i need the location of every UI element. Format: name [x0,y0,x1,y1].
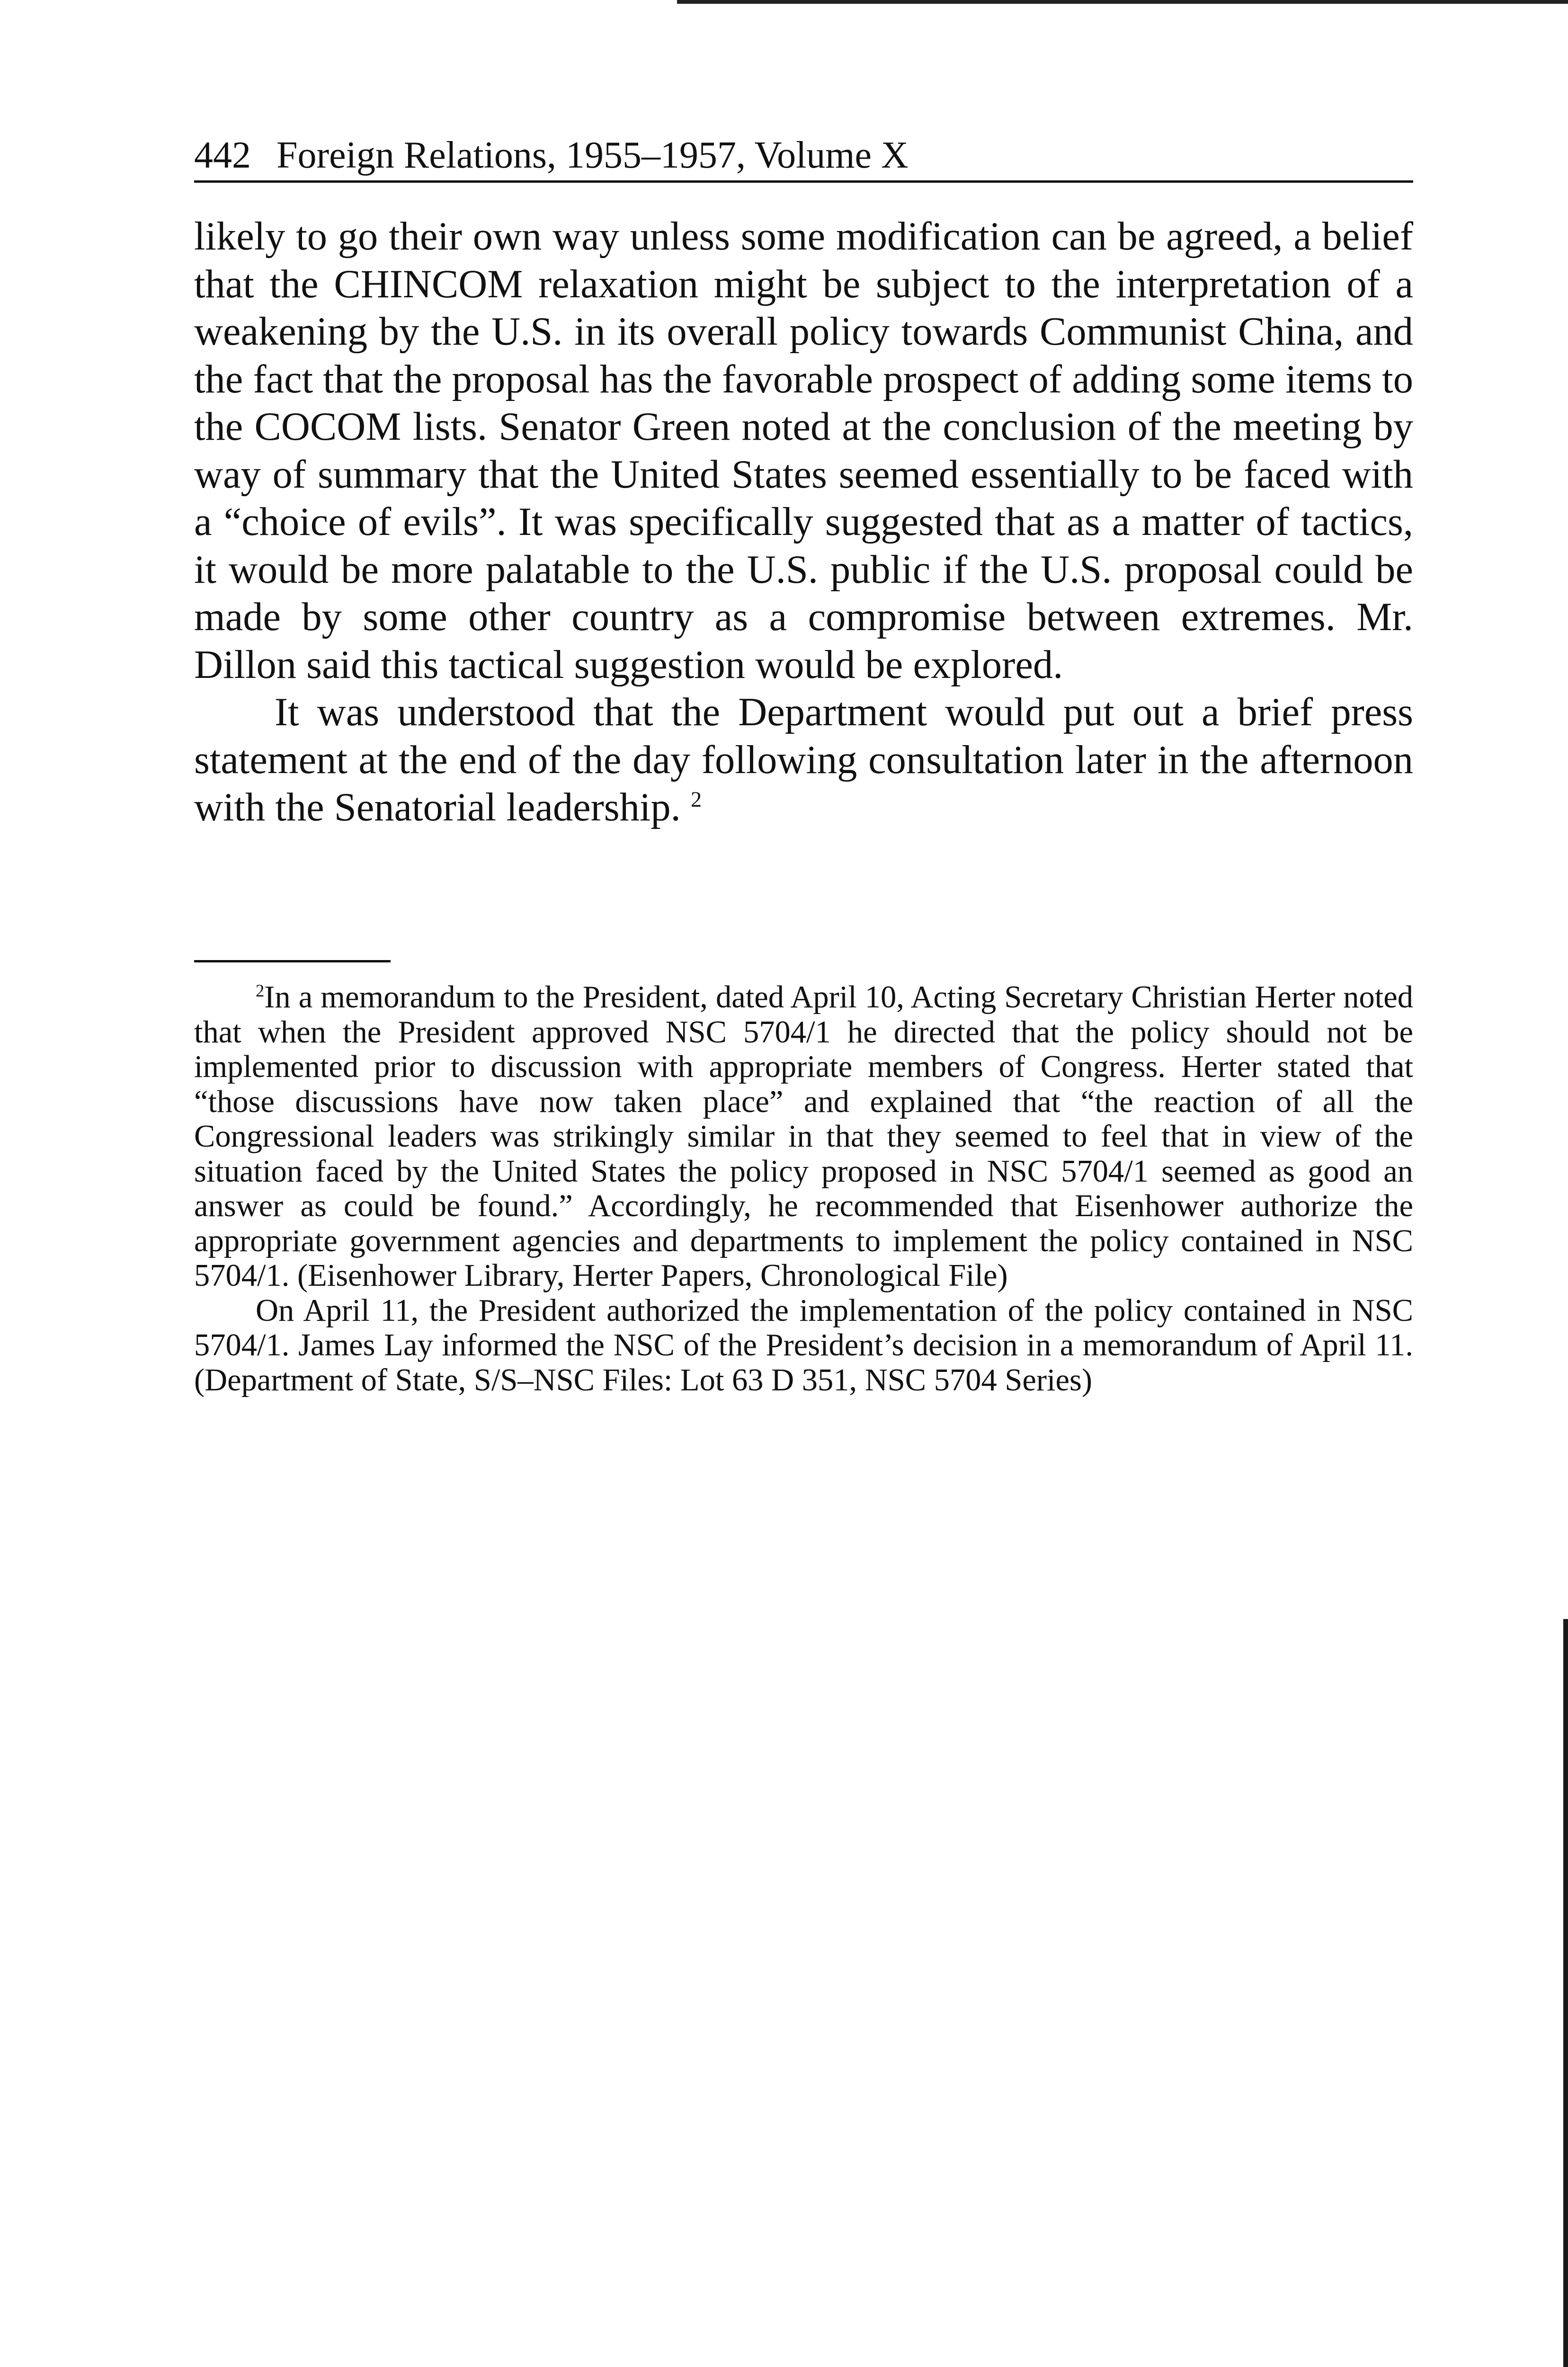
scan-page-edge-top [677,0,1568,4]
footnotes [194,980,1413,1397]
page-number: 442 [194,134,251,176]
body-text [194,213,1413,832]
scan-page-edge-right [1563,1619,1568,2367]
body-paragraph-2 [194,689,1413,832]
body-paragraph-2-text: It was understood that the Department would put out a brief press statement at the end of the day following consultation later in the afternoon with the Senatorial leadership. [194,690,1413,829]
footnote-paragraph-1 [194,980,1413,1293]
footnote-paragraph-2: On April 11, the President authorized the implementation of the policy contained in NSC 5704/1. James Lay informed the NSC of the President’s decision in a memorandum of April 11. (Department of State, S/S–NSC Files: Lot 63 D 351, NSC 5704 Series) [194,1293,1413,1397]
footnote-divider [194,960,391,962]
footnote-paragraph-1-text: In a memorandum to the President, dated April 10, Acting Secretary Christian Herter noted that when the President approved NSC 5704/1 he directed that the policy should not be implemented prior to discussion with appropriate members of Congress. Herter stated that “those discussions have now taken place” and explained that “the reaction of all the Congressional leaders was strikingly similar in that they seemed to feel that in view of the situation faced by the United States the policy proposed in NSC 5704/1 seemed as good an answer as could be found.” Accordingly, he recommended that Eisenhower authorize the appropriate government agencies and departments to implement the policy contained in NSC 5704/1. (Eisenhower Library, Herter Papers, Chronological File) [194,980,1413,1293]
running-head [194,128,1413,183]
footnote-marker: 2 [256,980,265,1000]
body-paragraph-1: likely to go their own way unless some modification can be agreed, a belief that the CHINCOM relaxation might be subject to the interpretation of a weakening by the U.S. in its overall policy towards Communist China, and the fact that the proposal has the favorable prospect of adding some items to the COCOM lists. Senator Green noted at the conclusion of the meeting by way of summary that the United States seemed essentially to be faced with a “choice of evils”. It was specifically suggested that as a matter of tactics, it would be more palatable to the U.S. public if the U.S. proposal could be made by some other country as a compromise between extremes. Mr. Dillon said this tactical suggestion would be explored. [194,214,1413,687]
running-title: Foreign Relations, 1955–1957, Volume X [276,134,909,176]
footnote-reference: 2 [690,787,702,812]
